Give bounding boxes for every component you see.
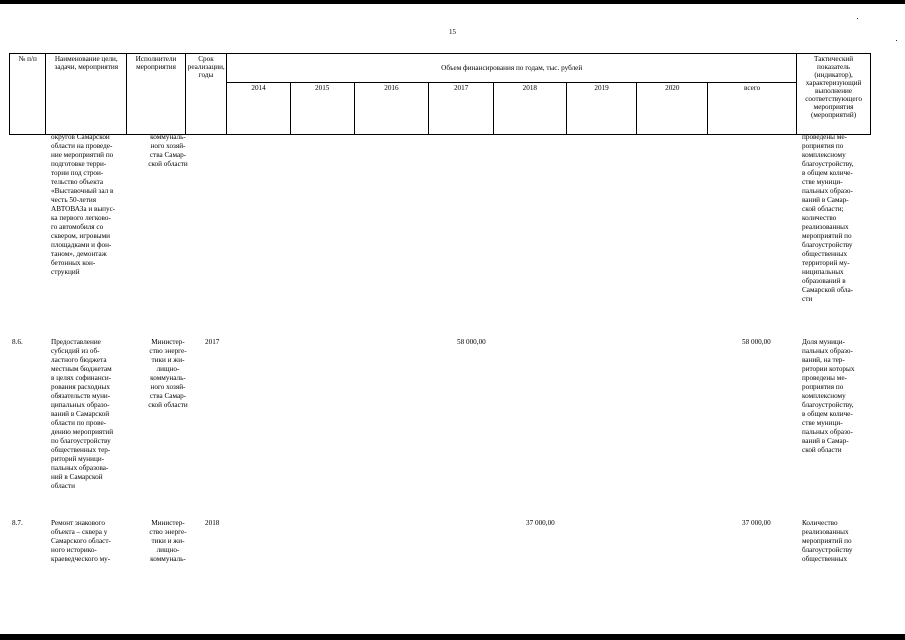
header-num: № п/п [10, 54, 46, 135]
text-line: благоустройству, [802, 160, 854, 168]
text-line: лищно- [156, 365, 180, 373]
text-line: реализованных [802, 223, 849, 231]
text-line: ской области [148, 401, 188, 409]
row-amount-2017: 58 000,00 [457, 338, 486, 346]
text-line: комплексному [802, 392, 846, 400]
row-name [51, 133, 134, 277]
text-line: области на проведе- [51, 142, 113, 150]
text-line: Самарской обла- [802, 286, 854, 294]
text-line: области по прове- [51, 419, 107, 427]
text-line: рования расходных [51, 383, 110, 391]
text-line: роприятия по [802, 383, 844, 391]
header-year: 2020 [637, 83, 708, 135]
header-indicator: Тактический показатель (индикатор), характеризующий выполнение соответствующего мероприятия (мероприятий) [797, 54, 871, 135]
text-line: образований в [802, 277, 846, 285]
text-line: струкций [51, 268, 80, 276]
text-line: количество [802, 214, 837, 222]
text-line: тики и жи- [151, 537, 185, 545]
text-line: объекта – сквера у [51, 528, 108, 536]
header-year: 2018 [493, 83, 566, 135]
text-line: ство энерге- [149, 347, 187, 355]
text-line: бетонных кон- [51, 259, 96, 267]
text-line: ка первого легково- [51, 214, 111, 222]
text-line: ритории которых [802, 365, 855, 373]
row-executor [143, 133, 193, 169]
text-line: тории под строи- [51, 169, 104, 177]
row-name [51, 519, 134, 564]
row-term: 2018 [205, 519, 220, 527]
text-line: коммуналь- [150, 555, 186, 563]
text-line: реализованных [802, 528, 849, 536]
text-line: округов Самарской [51, 133, 110, 141]
row-indicator [802, 133, 869, 304]
header-total: всего [708, 83, 797, 135]
row-number: 8.6. [12, 338, 23, 346]
header-year: 2015 [290, 83, 354, 135]
text-line: Самарского област- [51, 537, 111, 545]
text-line: стве муници- [802, 178, 843, 186]
text-line: мероприятий по [802, 232, 852, 240]
text-line: тики и жи- [151, 356, 185, 364]
header-name: Наименование цели, задачи, мероприятия [46, 54, 127, 135]
bottom-border [0, 634, 905, 640]
row-term: 2017 [205, 338, 220, 346]
text-line: тельство объекта [51, 178, 104, 186]
text-line: ской области [802, 446, 842, 454]
row-amount-total: 58 000,00 [742, 338, 771, 346]
text-line: площадками и фон- [51, 241, 112, 249]
text-line: местным бюджетам [51, 365, 112, 373]
text-line: ваний, на тер- [802, 356, 845, 364]
row-indicator [802, 338, 869, 455]
text-line: дению мероприятий [51, 428, 114, 436]
text-line: пальных образо- [802, 347, 853, 355]
text-line: проведены ме- [802, 374, 847, 382]
text-line: Предоставление [51, 338, 101, 346]
text-line: «Выставочный зал в [51, 187, 114, 195]
text-line: пальных образова- [51, 464, 109, 472]
text-line: коммуналь- [150, 133, 186, 141]
text-line: ципальных образо- [51, 401, 110, 409]
text-line: ваний в Самар- [802, 437, 849, 445]
scan-speck [857, 18, 858, 19]
header-year: 2014 [227, 83, 291, 135]
row-amount-total: 37 000,00 [742, 519, 771, 527]
text-line: Количество [802, 519, 838, 527]
text-line: ства Самар- [149, 392, 187, 400]
text-line: ного хозяй- [150, 142, 186, 150]
row-indicator [802, 519, 869, 564]
row-name [51, 338, 134, 491]
text-line: ской области [148, 160, 188, 168]
text-line: ства Самар- [149, 151, 187, 159]
text-line: ваний в Самар- [802, 196, 849, 204]
text-line: общественных тер- [51, 446, 111, 454]
text-line: общественных [802, 555, 848, 563]
page-number: 15 [449, 28, 456, 36]
text-line: по благоустройству [51, 437, 111, 445]
text-line: обязательств муни- [51, 392, 111, 400]
text-line: субсидий из об- [51, 347, 100, 355]
text-line: пальных образо- [802, 428, 853, 436]
text-line: в общем количе- [802, 410, 853, 418]
text-line: ской области; [802, 205, 844, 213]
header-year: 2017 [429, 83, 494, 135]
text-line: ство энерге- [149, 528, 187, 536]
text-line: АВТОВАЗа и выпус- [51, 205, 116, 213]
text-line: ниципальных [802, 268, 844, 276]
text-line: территорий му- [802, 259, 850, 267]
text-line: благоустройству [802, 546, 853, 554]
text-line: Министер- [151, 519, 185, 527]
text-line: благоустройству [802, 241, 853, 249]
top-border [0, 0, 905, 4]
text-line: в целях софинанси- [51, 374, 112, 382]
text-line: лищно- [156, 546, 180, 554]
text-line: общественных [802, 250, 848, 258]
table-header [9, 53, 871, 135]
text-line: Доля муници- [802, 338, 846, 346]
text-line: сквером, игровыми [51, 232, 111, 240]
text-line: риторий муници- [51, 455, 105, 463]
text-line: Ремонт знакового [51, 519, 105, 527]
text-line: коммуналь- [150, 374, 186, 382]
text-line: стве муници- [802, 419, 843, 427]
row-executor [143, 519, 193, 564]
text-line: в общем количе- [802, 169, 853, 177]
text-line: ние мероприятий по [51, 151, 114, 159]
text-line: благоустройству, [802, 401, 854, 409]
text-line: роприятия по [802, 142, 844, 150]
text-line: честь 50-летия [51, 196, 97, 204]
text-line: ластного бюджета [51, 356, 107, 364]
text-line: ного историко- [51, 546, 97, 554]
text-line: комплексному [802, 151, 846, 159]
header-finance: Объем финансирования по годам, тыс. рублей [227, 54, 797, 83]
text-line: мероприятий по [802, 537, 852, 545]
text-line: ний в Самарской [51, 473, 103, 481]
header-executors: Исполнители мероприятия [127, 54, 186, 135]
text-line: проведены ме- [802, 133, 847, 141]
row-executor [143, 338, 193, 410]
text-line: подготовке терри- [51, 160, 107, 168]
text-line: Министер- [151, 338, 185, 346]
text-line: го автомобиля со [51, 223, 104, 231]
row-amount-2018: 37 000,00 [526, 519, 555, 527]
header-year: 2016 [354, 83, 429, 135]
header-year: 2019 [566, 83, 637, 135]
text-line: сти [802, 295, 813, 303]
text-line: пальных образо- [802, 187, 853, 195]
header-term: Срок реализации, годы [185, 54, 226, 135]
text-line: ного хозяй- [150, 383, 186, 391]
text-line: таном», демонтаж [51, 250, 107, 258]
row-number: 8.7. [12, 519, 23, 527]
scan-speck [896, 40, 897, 41]
text-line: краеведческого му- [51, 555, 111, 563]
text-line: ваний в Самарской [51, 410, 110, 418]
text-line: области [51, 482, 76, 490]
